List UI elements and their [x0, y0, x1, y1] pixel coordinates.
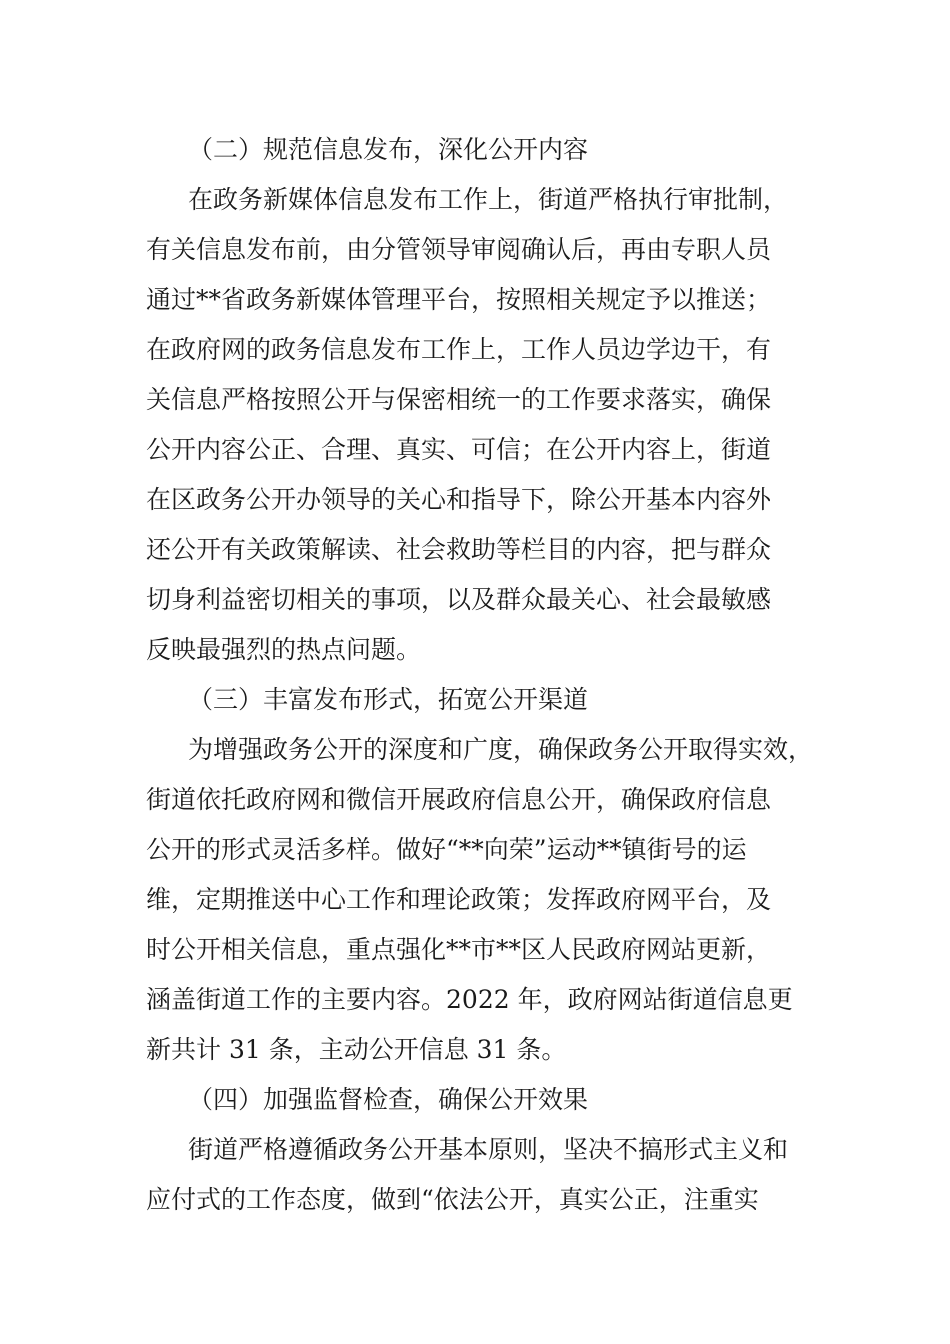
- paragraph-line: 通过**省政务新媒体管理平台，按照相关规定予以推送；: [146, 285, 772, 314]
- paragraph-line: 街道严格遵循政务公开基本原则，坚决不搞形式主义和: [188, 1135, 789, 1164]
- paragraph-line: 在政府网的政务信息发布工作上，工作人员边学边干，有: [146, 335, 772, 364]
- section-heading: （三）丰富发布形式，拓宽公开渠道: [188, 685, 589, 714]
- paragraph-line: 新共计 31 条，主动公开信息 31 条。: [146, 1035, 567, 1064]
- paragraph-line: 反映最强烈的热点问题。: [146, 635, 422, 664]
- paragraph-line: 公开的形式灵活多样。做好“**向荣”运动**镇街号的运: [146, 835, 747, 864]
- paragraph-line: 还公开有关政策解读、社会救助等栏目的内容，把与群众: [146, 535, 772, 564]
- paragraph-line: 应付式的工作态度，做到“依法公开，真实公正，注重实: [146, 1185, 759, 1214]
- section-heading: （二）规范信息发布，深化公开内容: [188, 135, 589, 164]
- paragraph-line: 街道依托政府网和微信开展政府信息公开，确保政府信息: [146, 785, 772, 814]
- paragraph-line: 时公开相关信息，重点强化**市**区人民政府网站更新，: [146, 935, 772, 964]
- paragraph-line: 在区政务公开办领导的关心和指导下，除公开基本内容外: [146, 485, 772, 514]
- paragraph-line: 为增强政务公开的深度和广度，确保政务公开取得实效，: [188, 735, 814, 764]
- paragraph-line: 公开内容公正、合理、真实、可信；在公开内容上，街道: [146, 435, 772, 464]
- paragraph-line: 涵盖街道工作的主要内容。2022 年，政府网站街道信息更: [146, 985, 793, 1014]
- paragraph-line: 维，定期推送中心工作和理论政策；发挥政府网平台，及: [146, 885, 772, 914]
- paragraph-line: 关信息严格按照公开与保密相统一的工作要求落实，确保: [146, 385, 772, 414]
- section-heading: （四）加强监督检查，确保公开效果: [188, 1085, 589, 1114]
- paragraph-line: 在政务新媒体信息发布工作上，街道严格执行审批制，: [188, 185, 789, 214]
- paragraph-line: 有关信息发布前，由分管领导审阅确认后，再由专职人员: [146, 235, 772, 264]
- paragraph-line: 切身利益密切相关的事项，以及群众最关心、社会最敏感: [146, 585, 772, 614]
